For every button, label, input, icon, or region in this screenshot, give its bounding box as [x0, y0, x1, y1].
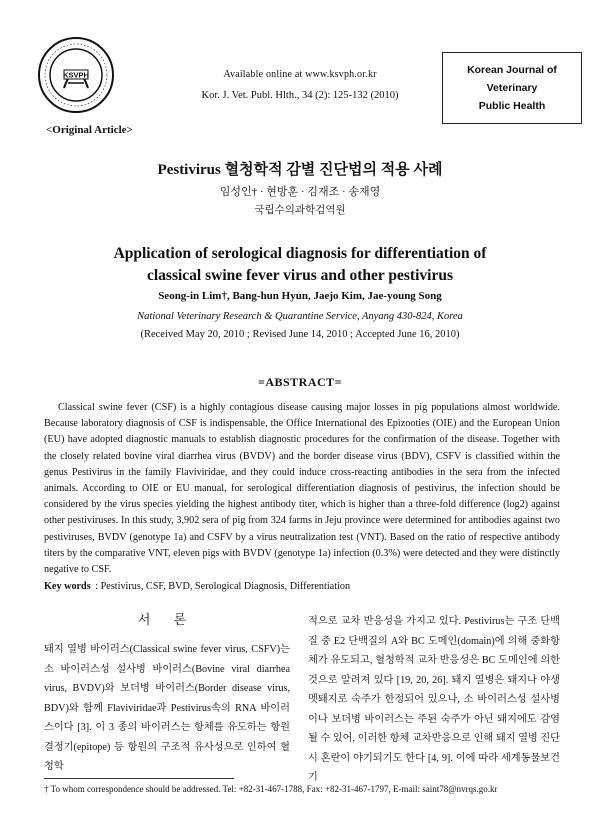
available-online: Available online at www.ksvph.or.kr [223, 69, 377, 80]
abstract-body [44, 400, 560, 578]
english-title-line: Application of serological diagnosis for differentiation of [113, 245, 487, 262]
korean-affiliation: 국립수의과학검역원 [254, 205, 346, 216]
keywords-label: Key words [44, 581, 91, 592]
keywords-list: : Pestivirus, CSF, BVD, Serological Diagnosis, Differentiation [95, 581, 351, 592]
intro-right-column: 적으로 교차 반응성을 가지고 있다. Pestivirus는 구조 단백질 중 E2 단백질의 A와 BC 도메인(domain)에 의해 중화항체가 유도되고, 혈청학적 교차 반응성은 BC 도메인에 의한 것으로 알려져 있다 [19, 20, 26]. 돼지 열병은 돼지나 야생 멧돼지로 숙주가 한정되어 있으나, 소 바이러스성 설사병이나 보더병 바이러스는 주된 숙주가 아닌 돼지에도 감염될 수 있어, 이러한 항체 교차반응으로 인해 돼지 열병 진단시 혼란이 야기되기도 한다 [4, 9]. 이에 따라 세계동물보건기 [308, 616, 560, 783]
journal-name-line: Veterinary [486, 82, 538, 94]
journal-name-box [442, 52, 582, 124]
english-title [40, 243, 560, 287]
footnote-rule [44, 778, 234, 779]
english-authors: Seong-in Lim†, Bang-hun Hyun, Jaejo Kim, Jae-young Song [158, 290, 442, 302]
journal-citation: Kor. J. Vet. Publ. Hlth., 34 (2): 125-132 (2010) [201, 90, 399, 101]
article-type: <Original Article> [46, 124, 133, 136]
intro-left-column: 돼지 열병 바이러스(Classical swine fever virus, CSFV)는 소 바이러스성 설사병 바이러스(Bovine viral diarrhea virus, BVDV)와 보더병 바이러스(Border disease virus, BDV)와 함께 Flaviviridae과 Pestivirus속의 RNA 바이러스이다 [3]. 이 3 종의 바이러스는 항체를 유도하는 항원결정기(epitope) 등 항원의 구조적 유사성으로 인하여 혈청학 [44, 644, 290, 772]
journal-name-line: Public Health [478, 100, 546, 112]
abstract-paragraph: Classical swine fever (CSF) is a highly contagious disease causing major losses in pig populations almost worldwide. Because laboratory diagnosis of CSF is indispensable, the Office International des Epizooties (OIE) and the European Union (EU) have adopted diagnostic manuals to establish diagnostic procedures for the confirmation of the disease. Together with the closely related bovine viral diarrhea virus (BVDV) and the border disease virus (BDV), CSFV is classified within the genus Pestivirus in the family Flaviviridae, and they could induce cross-reacting antibodies in the sera from the infected animals. According to OIE or EU manual, for serological differentiation diagnosis of pestivirus, the infection should be considered by the virus species yielding the highest antibody titer, which is higher than a three-fold difference (log2) against other pestiviruses. In this study, 3,902 sera of pig from 324 farms in Jeju province were determined for antibodies against two pestiviruses, BVDV (genotype 1a) and CSFV by a virus neutralization test (VNT). Based on the ratio of respective antibody titers by the comparative VNT, eleven pigs with BVDV (genotype 1a) infection (0.3%) were detected and they were distinctly negative to CSF. [44, 402, 560, 576]
intro-heading: 서 론 [137, 612, 197, 627]
english-title-line: classical swine fever virus and other pestivirus [147, 267, 453, 284]
correspondence-footnote: † To whom correspondence should be addressed. Tel: +82-31-467-1788, Fax: +82-31-467-1797, E-mail: saint78@nvrqs.go.kr [44, 784, 498, 794]
journal-name-line: Korean Journal of [467, 64, 557, 76]
received-dates: (Received May 20, 2010 ; Revised June 14, 2010 ; Accepted June 16, 2010) [140, 329, 460, 340]
english-affiliation: National Veterinary Research & Quarantine Service, Anyang 430-824, Korea [137, 311, 463, 322]
svg-text:KSVPH: KSVPH [63, 70, 89, 80]
korean-title: Pestivirus 혈청학적 감별 진단법의 적용 사례 [157, 162, 443, 178]
keywords [44, 581, 560, 592]
abstract-heading: =ABSTRACT= [257, 375, 343, 389]
korean-authors: 임성인† · 현방훈 · 김재조 · 송재영 [219, 186, 381, 198]
